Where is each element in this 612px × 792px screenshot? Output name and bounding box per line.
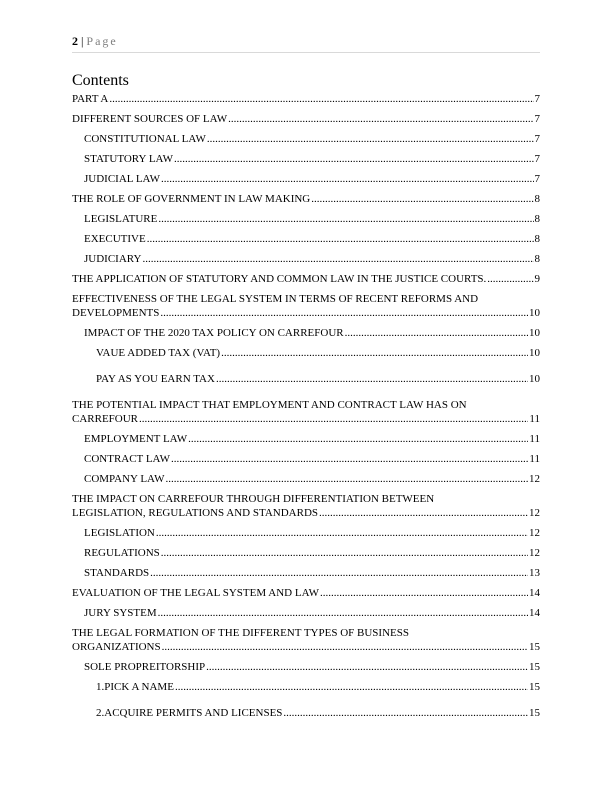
toc-entry[interactable] bbox=[72, 472, 540, 486]
table-of-contents bbox=[72, 92, 540, 732]
toc-entry[interactable] bbox=[72, 626, 540, 654]
toc-entry[interactable] bbox=[72, 272, 540, 286]
toc-entry-page: 12 bbox=[529, 507, 540, 519]
toc-dot-leader bbox=[175, 680, 528, 694]
toc-entry[interactable] bbox=[72, 112, 540, 126]
toc-entry-page: 13 bbox=[529, 567, 540, 579]
toc-entry[interactable] bbox=[72, 346, 540, 360]
toc-entry-title: COMPANY LAW bbox=[84, 473, 165, 485]
page-header bbox=[72, 34, 540, 53]
toc-dot-leader bbox=[207, 132, 534, 146]
toc-entry-text-line: THE POTENTIAL IMPACT THAT EMPLOYMENT AND CONTRACT LAW HAS ON bbox=[72, 399, 467, 411]
toc-entry-title: PAY AS YOU EARN TAX bbox=[96, 373, 215, 385]
toc-entry[interactable] bbox=[72, 680, 540, 694]
toc-entry-page: 11 bbox=[529, 433, 540, 445]
toc-entry[interactable] bbox=[72, 172, 540, 186]
toc-entry-page: 8 bbox=[534, 253, 540, 265]
toc-dot-leader bbox=[174, 152, 534, 166]
toc-entry[interactable] bbox=[72, 546, 540, 560]
toc-entry[interactable] bbox=[72, 606, 540, 620]
toc-entry-title: JURY SYSTEM bbox=[84, 607, 157, 619]
toc-dot-leader bbox=[221, 346, 528, 360]
toc-entry-title: JUDICIARY bbox=[84, 253, 142, 265]
toc-entry-title: STANDARDS bbox=[84, 567, 150, 579]
toc-entry-text-line: THE IMPACT ON CARREFOUR THROUGH DIFFERENTIATION BETWEEN bbox=[72, 493, 435, 505]
toc-entry[interactable] bbox=[72, 398, 540, 426]
toc-dot-leader bbox=[109, 92, 533, 106]
toc-entry[interactable] bbox=[72, 292, 540, 320]
toc-entry-title: VAUE ADDED TAX (VAT) bbox=[96, 347, 221, 359]
toc-entry-title: EMPLOYMENT LAW bbox=[84, 433, 188, 445]
toc-entry-page: 10 bbox=[529, 327, 540, 339]
toc-dot-leader bbox=[320, 586, 528, 600]
toc-entry-title: CARREFOUR bbox=[72, 413, 139, 425]
toc-entry[interactable] bbox=[72, 132, 540, 146]
toc-entry-page: 9 bbox=[534, 273, 540, 285]
contents-title: Contents bbox=[72, 72, 129, 89]
toc-entry-page: 14 bbox=[529, 607, 540, 619]
toc-dot-leader bbox=[487, 272, 533, 286]
toc-entry[interactable] bbox=[72, 452, 540, 466]
toc-entry-title: DIFFERENT SOURCES OF LAW bbox=[72, 113, 228, 125]
toc-dot-leader bbox=[147, 232, 534, 246]
toc-entry-page: 10 bbox=[529, 307, 540, 319]
toc-entry-title: JUDICIAL LAW bbox=[84, 173, 161, 185]
page-number: 2 bbox=[72, 34, 78, 48]
toc-dot-leader bbox=[345, 326, 528, 340]
toc-dot-leader bbox=[161, 546, 528, 560]
toc-entry-page: 7 bbox=[534, 93, 540, 105]
toc-dot-leader bbox=[206, 660, 528, 674]
toc-entry[interactable] bbox=[72, 232, 540, 246]
toc-dot-leader bbox=[188, 432, 528, 446]
toc-entry[interactable] bbox=[72, 252, 540, 266]
toc-dot-leader bbox=[150, 566, 528, 580]
toc-dot-leader bbox=[319, 506, 528, 520]
toc-entry-title: PART A bbox=[72, 93, 109, 105]
toc-entry-page: 15 bbox=[529, 641, 540, 653]
toc-entry-text-line: THE LEGAL FORMATION OF THE DIFFERENT TYPES OF BUSINESS bbox=[72, 627, 409, 639]
toc-entry-page: 11 bbox=[529, 453, 540, 465]
toc-entry[interactable] bbox=[72, 326, 540, 340]
toc-entry-page: 12 bbox=[529, 547, 540, 559]
toc-entry-title: SOLE PROPREITORSHIP bbox=[84, 661, 206, 673]
toc-entry-title: CONTRACT LAW bbox=[84, 453, 170, 465]
toc-entry-title: LEGISLATION, REGULATIONS AND STANDARDS bbox=[72, 507, 319, 519]
toc-entry-title: 2.ACQUIRE PERMITS AND LICENSES bbox=[96, 707, 283, 719]
toc-entry-page: 10 bbox=[529, 347, 540, 359]
toc-entry[interactable] bbox=[72, 660, 540, 674]
toc-entry-title: EVALUATION OF THE LEGAL SYSTEM AND LAW bbox=[72, 587, 320, 599]
toc-entry-page: 14 bbox=[529, 587, 540, 599]
toc-entry-page: 10 bbox=[529, 373, 540, 385]
toc-entry-title: LEGISLATION bbox=[84, 527, 155, 539]
page-separator: | bbox=[78, 34, 87, 48]
toc-entry-page: 8 bbox=[534, 233, 540, 245]
toc-entry-page: 15 bbox=[529, 661, 540, 673]
toc-dot-leader bbox=[158, 606, 528, 620]
toc-entry[interactable] bbox=[72, 152, 540, 166]
toc-entry-page: 15 bbox=[529, 681, 540, 693]
toc-dot-leader bbox=[142, 252, 533, 266]
toc-entry-page: 11 bbox=[529, 413, 540, 425]
toc-entry-page: 7 bbox=[534, 133, 540, 145]
toc-entry[interactable] bbox=[72, 566, 540, 580]
toc-entry[interactable] bbox=[72, 526, 540, 540]
toc-entry-title: ORGANIZATIONS bbox=[72, 641, 161, 653]
toc-dot-leader bbox=[311, 192, 533, 206]
toc-dot-leader bbox=[162, 640, 528, 654]
toc-entry-title: THE ROLE OF GOVERNMENT IN LAW MAKING bbox=[72, 193, 311, 205]
toc-entry-title: STATUTORY LAW bbox=[84, 153, 173, 165]
toc-entry-title: REGULATIONS bbox=[84, 547, 160, 559]
toc-entry-page: 8 bbox=[534, 213, 540, 225]
toc-dot-leader bbox=[166, 472, 528, 486]
toc-entry-title: CONSTITUTIONAL LAW bbox=[84, 133, 206, 145]
toc-entry-title: IMPACT OF THE 2020 TAX POLICY ON CARREFOUR bbox=[84, 327, 344, 339]
toc-entry-page: 8 bbox=[534, 193, 540, 205]
toc-entry-page: 12 bbox=[529, 473, 540, 485]
toc-entry-title: DEVELOPMENTS bbox=[72, 307, 160, 319]
toc-entry-title: 1.PICK A NAME bbox=[96, 681, 174, 693]
toc-entry[interactable] bbox=[72, 372, 540, 386]
toc-entry[interactable] bbox=[72, 586, 540, 600]
toc-dot-leader bbox=[161, 172, 533, 186]
toc-dot-leader bbox=[158, 212, 533, 226]
toc-dot-leader bbox=[171, 452, 528, 466]
toc-entry-title: LEGISLATURE bbox=[84, 213, 158, 225]
toc-dot-leader bbox=[216, 372, 528, 386]
toc-dot-leader bbox=[228, 112, 533, 126]
toc-entry-page: 15 bbox=[529, 707, 540, 719]
page-word: Page bbox=[86, 34, 118, 48]
toc-entry[interactable] bbox=[72, 492, 540, 520]
toc-entry-page: 7 bbox=[534, 173, 540, 185]
toc-dot-leader bbox=[156, 526, 528, 540]
toc-dot-leader bbox=[139, 412, 528, 426]
toc-entry[interactable] bbox=[72, 432, 540, 446]
toc-dot-leader bbox=[160, 306, 528, 320]
toc-entry[interactable] bbox=[72, 706, 540, 720]
toc-entry[interactable] bbox=[72, 212, 540, 226]
toc-entry-text-line: EFFECTIVENESS OF THE LEGAL SYSTEM IN TERMS OF RECENT REFORMS AND bbox=[72, 293, 479, 305]
toc-dot-leader bbox=[283, 706, 528, 720]
toc-entry-title: EXECUTIVE bbox=[84, 233, 146, 245]
toc-entry-page: 7 bbox=[534, 153, 540, 165]
toc-entry-page: 12 bbox=[529, 527, 540, 539]
toc-entry-page: 7 bbox=[534, 113, 540, 125]
toc-entry[interactable] bbox=[72, 92, 540, 106]
toc-entry[interactable] bbox=[72, 192, 540, 206]
toc-entry-title: THE APPLICATION OF STATUTORY AND COMMON LAW IN THE JUSTICE COURTS. bbox=[72, 273, 487, 285]
